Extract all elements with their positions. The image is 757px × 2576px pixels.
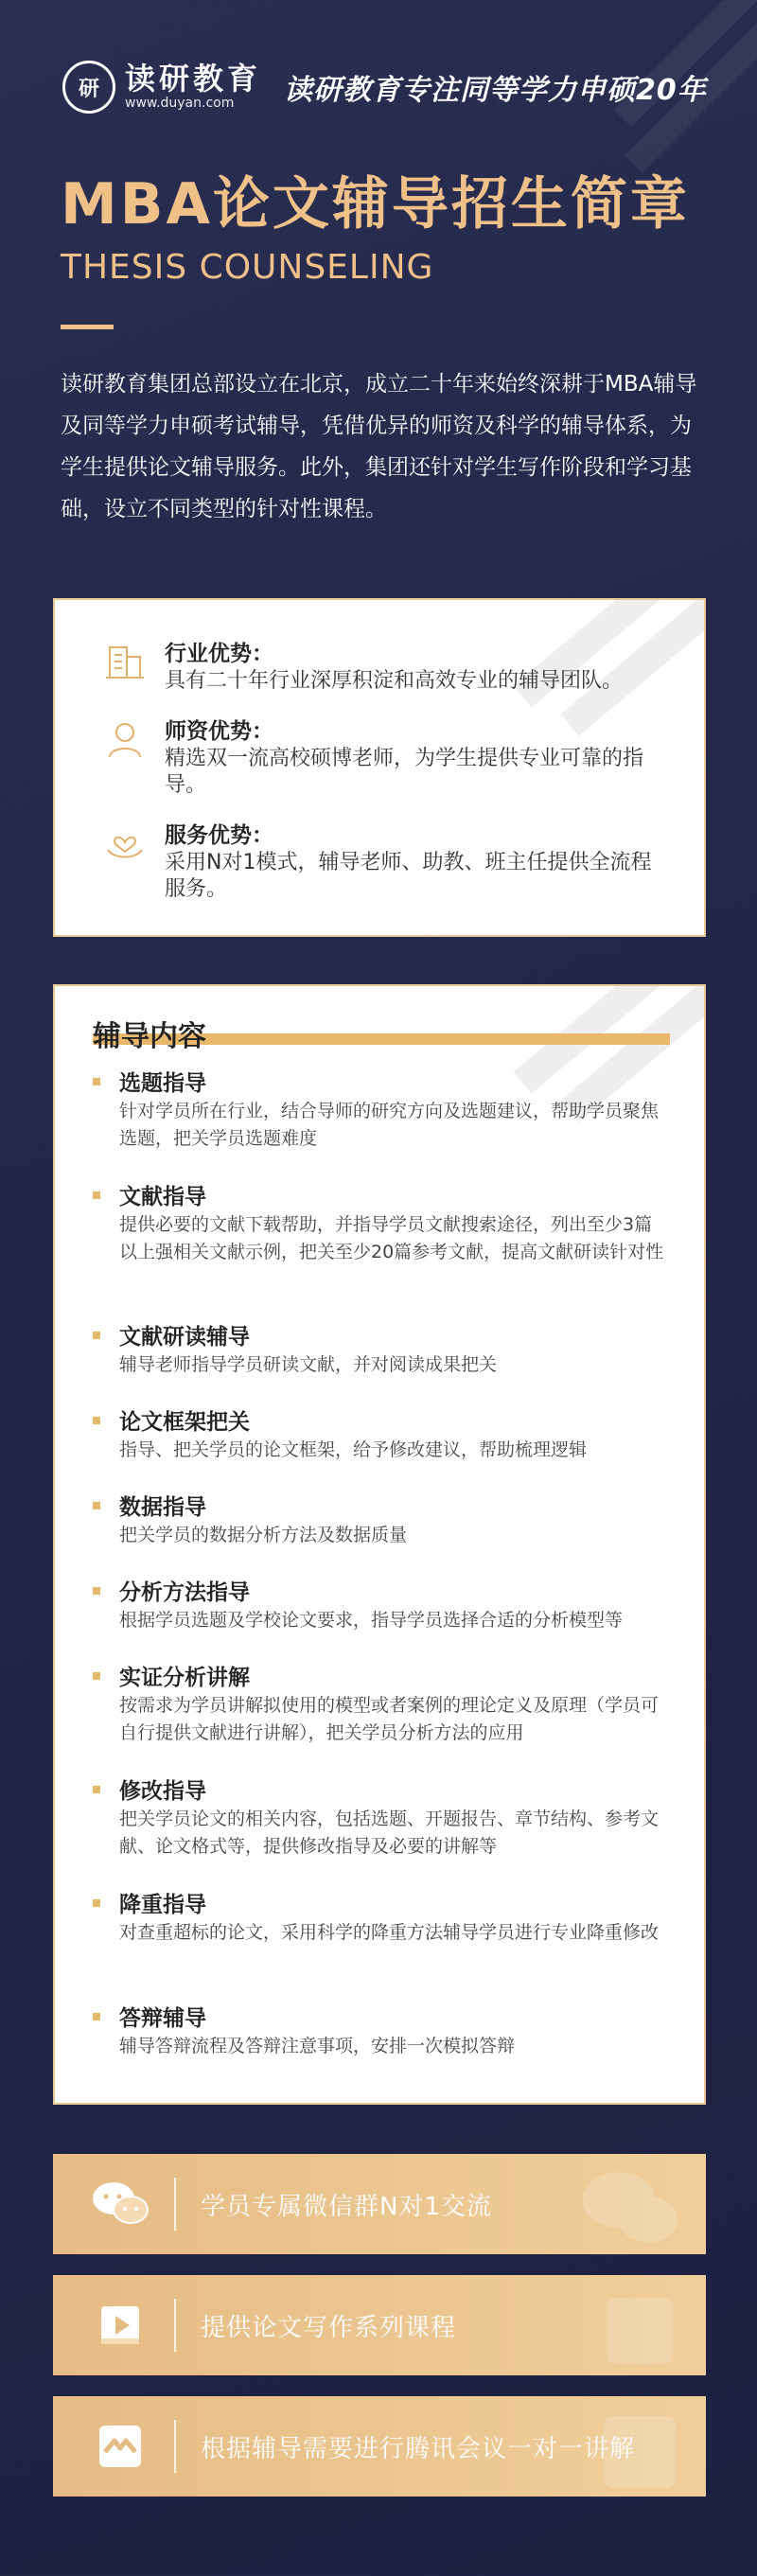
content-item-title: 文献研读辅导 <box>119 1325 250 1350</box>
divider <box>174 2299 176 2352</box>
advantage-desc: 采用N对1模式，辅导老师、助教、班主任提供全流程服务。 <box>165 851 652 901</box>
divider <box>174 2178 176 2231</box>
page-subtitle: THESIS COUNSELING <box>61 248 434 287</box>
advantage-text <box>165 717 670 799</box>
content-item <box>93 1891 670 1947</box>
content-item-title: 修改指导 <box>119 1779 206 1804</box>
content-item <box>93 1183 670 1266</box>
teacher-icon <box>102 717 148 763</box>
intro-paragraph: 读研教育集团总部设立在北京，成立二十年来始终深耕于MBA辅导及同等学力申硕考试辅导，凭借优异的师资及科学的辅导体系，为学生提供论文辅导服务。此外，集团还针对学生写作阶段和学习基础，设立不同类型的针对性课程。 <box>61 372 697 521</box>
logo-text-block <box>125 62 261 112</box>
advantages-card <box>53 598 706 937</box>
advantage-item <box>102 717 670 799</box>
content-item-title: 分析方法指导 <box>119 1580 250 1605</box>
advantage-title: 服务优势： <box>165 823 273 848</box>
feature-label: 根据辅导需要进行腾讯会议一对一讲解 <box>201 2434 636 2463</box>
content-item-desc: 把关学员的数据分析方法及数据质量 <box>119 1525 408 1545</box>
content-item <box>93 1323 670 1379</box>
feature-bar-wechat <box>53 2154 706 2254</box>
video-course-icon <box>87 2297 153 2354</box>
advantage-desc: 精选双一流高校硕博老师，为学生提供专业可靠的指导。 <box>165 747 644 797</box>
bullet-icon <box>93 1417 100 1424</box>
brand-header <box>62 59 725 115</box>
content-item-title: 实证分析讲解 <box>119 1666 250 1690</box>
content-item-desc: 辅导老师指导学员研读文献，并对阅读成果把关 <box>119 1354 498 1375</box>
logo-mark: 研 <box>78 77 99 101</box>
meeting-icon <box>87 2418 153 2475</box>
meeting-watermark-icon <box>592 2409 687 2497</box>
counseling-content-card <box>53 984 706 2105</box>
bullet-icon <box>93 1332 100 1339</box>
content-item <box>93 1493 670 1549</box>
heart-hand-icon <box>102 821 148 867</box>
content-item-desc: 对查重超标的论文，采用科学的降重方法辅导学员进行专业降重修改 <box>119 1922 660 1943</box>
bullet-icon <box>93 1078 100 1085</box>
advantage-text <box>165 640 623 695</box>
slogan: 读研教育专注同等学力申硕20年 <box>284 74 707 107</box>
feature-label: 提供论文写作系列课程 <box>201 2313 457 2342</box>
advantage-title: 师资优势： <box>165 719 273 744</box>
advantage-item <box>102 640 670 695</box>
content-item-title: 选题指导 <box>119 1071 206 1096</box>
content-item-title: 降重指导 <box>119 1893 206 1917</box>
content-item-desc: 提供必要的文献下载帮助，并指导学员文献搜索途径，列出至少3篇以上强相关文献示例，把关至少20篇参考文献，提高文献研读针对性 <box>119 1214 664 1262</box>
content-item-desc: 按需求为学员讲解拟使用的模型或者案例的理论定义及原理（学员可自行提供文献进行讲解），把关学员分析方法的应用 <box>119 1695 660 1743</box>
advantage-title: 行业优势： <box>165 642 273 666</box>
advantage-text <box>165 821 670 903</box>
feature-label: 学员专属微信群N对1交流 <box>201 2192 492 2221</box>
content-item-title: 答辩辅导 <box>119 2006 206 2031</box>
content-item-desc: 根据学员选题及学校论文要求，指导学员选择合适的分析模型等 <box>119 1610 624 1631</box>
feature-bar-course <box>53 2275 706 2375</box>
content-item <box>93 1777 670 1861</box>
bullet-icon <box>93 1191 100 1199</box>
logo-url: www.duyan.com <box>125 96 235 111</box>
page-title: MBA论文辅导招生简章 <box>61 171 690 238</box>
content-item-title: 文献指导 <box>119 1185 206 1209</box>
feature-bar-meeting <box>53 2396 706 2497</box>
bullet-icon <box>93 1587 100 1595</box>
content-item-title: 数据指导 <box>119 1495 206 1520</box>
bullet-icon <box>93 1672 100 1680</box>
content-item-title: 论文框架把关 <box>119 1410 250 1435</box>
bullet-icon <box>93 1899 100 1907</box>
content-item-desc: 针对学员所在行业，结合导师的研究方向及选题建议，帮助学员聚焦选题，把关学员选题难度 <box>119 1101 660 1149</box>
bullet-icon <box>93 1502 100 1509</box>
content-item <box>93 2004 670 2060</box>
building-icon <box>102 640 148 685</box>
wechat-icon <box>87 2176 153 2232</box>
wechat-watermark-icon <box>573 2167 687 2254</box>
content-item <box>93 1408 670 1464</box>
logo-icon <box>62 61 115 114</box>
video-watermark-icon <box>592 2288 687 2375</box>
content-item-desc: 把关学员论文的相关内容，包括选题、开题报告、章节结构、参考文献、论文格式等，提供修改指导及必要的讲解等 <box>119 1808 660 1857</box>
content-item <box>93 1069 670 1153</box>
section-title: 辅导内容 <box>93 1020 206 1053</box>
content-item-desc: 指导、把关学员的论文框架，给予修改建议，帮助梳理逻辑 <box>119 1439 588 1460</box>
content-item <box>93 1664 670 1747</box>
content-item <box>93 1579 670 1634</box>
advantage-item <box>102 821 670 903</box>
title-underline <box>61 325 114 329</box>
bullet-icon <box>93 2013 100 2020</box>
advantage-desc: 具有二十年行业深厚积淀和高效专业的辅导团队。 <box>165 669 624 693</box>
logo-name: 读研教育 <box>125 61 262 97</box>
divider <box>174 2420 176 2473</box>
bullet-icon <box>93 1786 100 1793</box>
content-item-desc: 辅导答辩流程及答辩注意事项，安排一次模拟答辩 <box>119 2036 516 2056</box>
